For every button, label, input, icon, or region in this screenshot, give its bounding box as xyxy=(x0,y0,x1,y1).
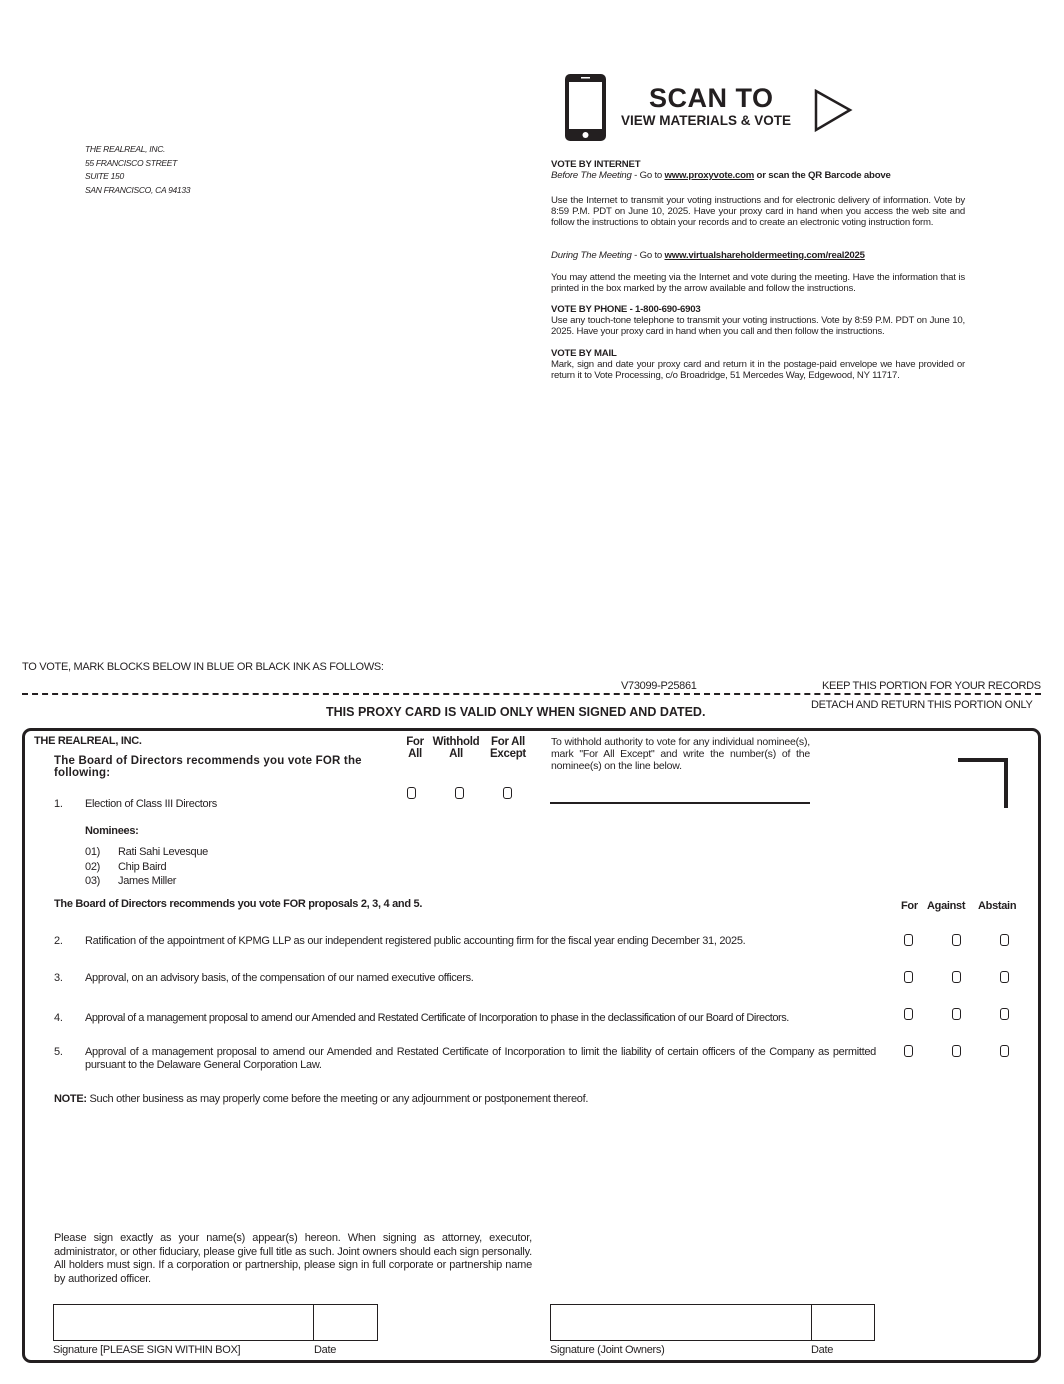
text: - Go to xyxy=(631,170,665,181)
recommendation-directors: The Board of Directors recommends you vote FOR the following: xyxy=(54,755,362,779)
checkbox-withhold-all[interactable] xyxy=(455,787,464,799)
joint-signature-box[interactable] xyxy=(550,1304,812,1341)
signature-box[interactable] xyxy=(53,1304,314,1341)
joint-date-label: Date xyxy=(811,1344,834,1356)
proposal-number: 5. xyxy=(54,1046,63,1058)
address-line: SUITE 150 xyxy=(85,171,124,181)
checkbox-against[interactable] xyxy=(952,934,961,946)
proposal-number: 2. xyxy=(54,935,63,947)
mail-body: Mark, sign and date your proxy card and return it in the postage-paid envelope we have provided or return it to Vote Processing, c/o Broadridge, 51 Mercedes Way, Edgewood, NY 11717. xyxy=(551,359,965,381)
note-label: NOTE: xyxy=(54,1093,87,1105)
checkbox-for[interactable] xyxy=(904,1045,913,1057)
proposal-text: Approval of a management proposal to amend our Amended and Restated Certificate of Incorporation to limit the liability of certain officers of the Company as permitted pursuant to the Delaware General Corporation Law. xyxy=(85,1046,876,1071)
col-for-all: For All xyxy=(406,736,424,760)
valid-notice: THIS PROXY CARD IS VALID ONLY WHEN SIGNED AND DATED. xyxy=(326,705,706,719)
text: or scan the QR Barcode above xyxy=(754,170,891,181)
detach-line xyxy=(22,693,1041,695)
checkbox-for[interactable] xyxy=(904,1008,913,1020)
recommendation-proposals: The Board of Directors recommends you vote FOR proposals 2, 3, 4 and 5. xyxy=(54,898,423,910)
nominee-list xyxy=(85,845,208,889)
internet-heading: VOTE BY INTERNET xyxy=(551,159,641,170)
address-line: 55 FRANCISCO STREET xyxy=(85,157,178,168)
checkbox-for-all[interactable] xyxy=(407,787,416,799)
mail-heading: VOTE BY MAIL xyxy=(551,348,617,359)
checkbox-abstain[interactable] xyxy=(1000,1008,1009,1020)
checkbox-abstain[interactable] xyxy=(1000,1045,1009,1057)
joint-signature-label: Signature (Joint Owners) xyxy=(550,1344,665,1356)
proposal-number: 3. xyxy=(54,972,63,984)
keep-portion-label: KEEP THIS PORTION FOR YOUR RECORDS xyxy=(822,680,1041,692)
checkbox-abstain[interactable] xyxy=(1000,934,1009,946)
proposal-text: Ratification of the appointment of KPMG LLP as our independent registered public accounting firm for the fiscal year ending December 31, 2025. xyxy=(85,935,746,947)
vote-by-internet xyxy=(551,159,965,181)
checkbox-against[interactable] xyxy=(952,971,961,983)
phone-heading: VOTE BY PHONE - 1-800-690-6903 xyxy=(551,304,701,315)
control-code: V73099-P25861 xyxy=(621,680,697,692)
address-line: THE REALREAL, INC. xyxy=(85,144,166,154)
checkbox-against[interactable] xyxy=(952,1045,961,1057)
nominee-name: James Miller xyxy=(118,875,177,887)
proposal-text: Approval of a management proposal to amend our Amended and Restated Certificate of Incorporation to phase in the declassification of our Board of Directors. xyxy=(85,1012,789,1024)
nominee-number: 03) xyxy=(85,875,100,887)
internet-body: Use the Internet to transmit your voting instructions and for electronic delivery of information. Vote by 8:59 P.M. PDT on June 10, 2025. Have your proxy card in hand when you access the web site and follow the instructions to obtain your records and to create an electronic voting instruction form. xyxy=(551,195,965,228)
nominee-name: Chip Baird xyxy=(118,860,167,873)
checkbox-abstain[interactable] xyxy=(1000,971,1009,983)
nominee-name: Rati Sahi Levesque xyxy=(118,846,208,858)
detach-portion-label: DETACH AND RETURN THIS PORTION ONLY xyxy=(811,699,1033,711)
joint-date-box[interactable] xyxy=(811,1304,875,1341)
checkbox-against[interactable] xyxy=(952,1008,961,1020)
proposal-number: 4. xyxy=(54,1012,63,1024)
during-meeting xyxy=(551,250,965,261)
col-withhold-all: Withhold All xyxy=(432,736,480,760)
during-body: You may attend the meeting via the Internet and vote during the meeting. Have the information that is printed in the box marked by the arrow available and follow the instructions. xyxy=(551,272,965,294)
proposal-text: Approval, on an advisory basis, of the compensation of our named executive officers. xyxy=(85,972,474,984)
note-text: Such other business as may properly come before the meeting or any adjournment or postponement thereof. xyxy=(86,1093,589,1105)
before-label: Before The Meeting xyxy=(551,170,632,181)
virtual-meeting-link[interactable]: www.virtualshareholdermeeting.com/real2025 xyxy=(664,250,865,261)
withhold-note: To withhold authority to vote for any individual nominee(s), mark "For All Except" and write the number(s) of the nominee(s) on the line below. xyxy=(551,736,810,772)
text: - Go to xyxy=(631,250,665,261)
address-line: SAN FRANCISCO, CA 94133 xyxy=(85,184,191,195)
col-against: Against xyxy=(927,900,966,912)
col-abstain: Abstain xyxy=(978,900,1017,912)
item-election: Election of Class III Directors xyxy=(85,798,217,810)
note xyxy=(54,1093,588,1105)
phone-body: Use any touch-tone telephone to transmit your voting instructions. Vote by 8:59 P.M. PDT on June 10, 2025. Have your proxy card in hand when you call and then follow the instructions. xyxy=(551,315,965,337)
date-label: Date xyxy=(314,1344,337,1356)
col-for: For xyxy=(901,900,918,912)
signature-label: Signature [PLEASE SIGN WITHIN BOX] xyxy=(53,1344,241,1356)
scan-subtitle: VIEW MATERIALS & VOTE xyxy=(621,113,792,128)
corner-mark xyxy=(958,758,1008,808)
nominee xyxy=(85,874,208,889)
proxyvote-link[interactable]: www.proxyvote.com xyxy=(664,170,755,181)
scan-title: SCAN TO xyxy=(649,83,774,113)
sign-instructions: Please sign exactly as your name(s) appear(s) hereon. When signing as attorney, executor, administrator, or other fiduciary, please give full title as such. Joint owners should each sign personally. All holders must sign. If a corporation or partnership, please sign in full corporate or partnership name by authorized officer. xyxy=(54,1232,532,1285)
nominee-number: 02) xyxy=(85,860,100,873)
during-label: During The Meeting xyxy=(551,250,632,261)
company-address xyxy=(85,143,190,197)
arrow-right-icon xyxy=(814,89,854,133)
checkbox-for-all-except[interactable] xyxy=(503,787,512,799)
col-for-all-except: For All Except xyxy=(490,736,526,760)
except-nominee-line[interactable] xyxy=(550,802,810,804)
item-number: 1. xyxy=(54,798,63,810)
nominee xyxy=(85,845,208,860)
checkbox-for[interactable] xyxy=(904,971,913,983)
date-box[interactable] xyxy=(313,1304,378,1341)
smartphone-icon xyxy=(565,74,606,141)
card-company: THE REALREAL, INC. xyxy=(34,735,142,747)
ink-instructions: TO VOTE, MARK BLOCKS BELOW IN BLUE OR BLACK INK AS FOLLOWS: xyxy=(22,661,384,673)
nominee-number: 01) xyxy=(85,846,100,858)
checkbox-for[interactable] xyxy=(904,934,913,946)
nominee xyxy=(85,860,208,875)
nominees-label: Nominees: xyxy=(85,825,139,837)
